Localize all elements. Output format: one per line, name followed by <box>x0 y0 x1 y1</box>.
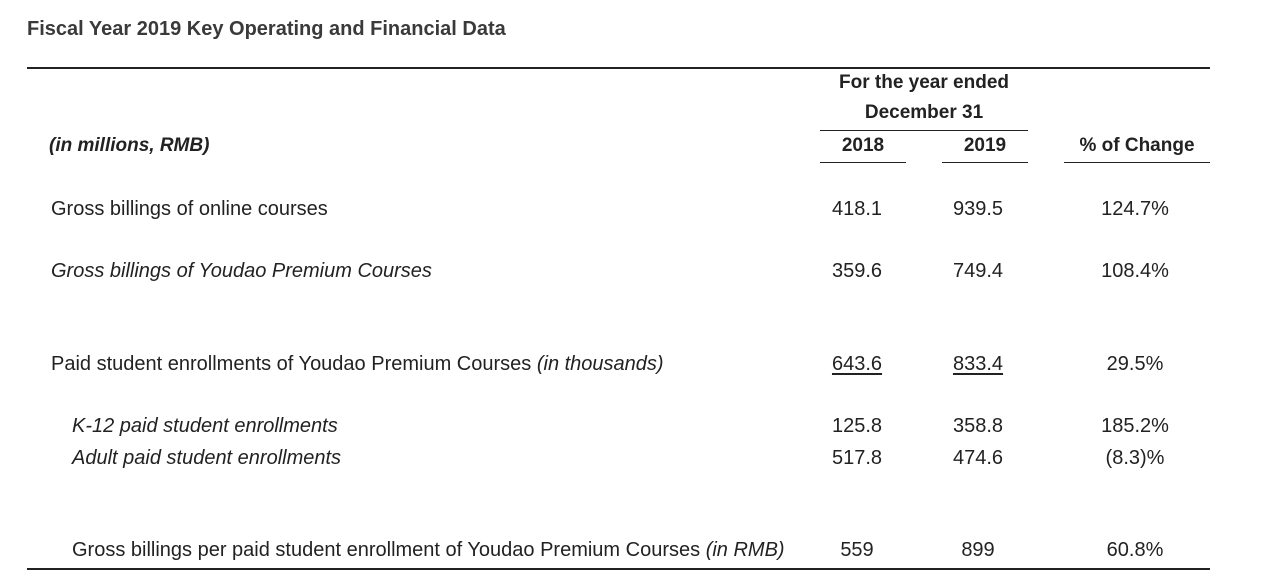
column-header-2019: 2019 <box>963 135 1007 156</box>
row-label-text: Gross billings per paid student enrollment of Youdao Premium Courses <box>72 539 701 561</box>
cell-change: 124.7% <box>1101 198 1169 220</box>
cell-2019: 749.4 <box>952 260 1004 282</box>
cell-2018: 359.6 <box>831 260 883 282</box>
period-header-rule <box>820 130 1028 131</box>
row-label <box>51 353 664 376</box>
column-header-2019-rule <box>942 162 1028 163</box>
row-label: Gross billings of Youdao Premium Courses <box>51 260 432 282</box>
row-label: K-12 paid student enrollments <box>72 415 338 437</box>
row-label: Gross billings of online courses <box>51 198 328 220</box>
cell-2018: 517.8 <box>831 447 883 469</box>
cell-2018 <box>812 353 902 376</box>
cell-2019 <box>933 353 1023 376</box>
cell-2018: 125.8 <box>831 415 883 437</box>
cell-2019: 899 <box>961 539 995 561</box>
column-header-2018: 2018 <box>841 135 885 156</box>
period-header-line1: For the year ended <box>839 72 1009 93</box>
cell-change: 108.4% <box>1101 260 1169 282</box>
cell-change: 29.5% <box>1106 353 1164 375</box>
row-label-suffix: (in RMB) <box>705 539 785 561</box>
page-title: Fiscal Year 2019 Key Operating and Financial Data <box>27 18 506 40</box>
cell-2019: 474.6 <box>952 447 1004 469</box>
row-label-text: Paid student enrollments of Youdao Premium Courses <box>51 353 532 375</box>
cell-change: (8.3)% <box>1105 447 1165 469</box>
cell-2018: 559 <box>840 539 874 561</box>
unit-label: (in millions, RMB) <box>49 135 210 156</box>
row-label <box>72 539 785 562</box>
cell-2018-value: 643.6 <box>831 353 883 375</box>
column-header-change: % of Change <box>1079 135 1195 156</box>
row-label-suffix: (in thousands) <box>536 353 664 375</box>
column-header-2018-rule <box>820 162 906 163</box>
table-top-rule <box>27 67 1210 69</box>
table-bottom-rule <box>27 568 1210 570</box>
row-label: Adult paid student enrollments <box>72 447 342 469</box>
period-header-line2: December 31 <box>864 102 984 123</box>
cell-change: 60.8% <box>1106 539 1164 561</box>
cell-2018: 418.1 <box>831 198 883 220</box>
cell-change: 185.2% <box>1101 415 1169 437</box>
column-header-change-rule <box>1064 162 1210 163</box>
cell-2019: 358.8 <box>952 415 1004 437</box>
cell-2019-value: 833.4 <box>952 353 1004 375</box>
cell-2019: 939.5 <box>952 198 1004 220</box>
